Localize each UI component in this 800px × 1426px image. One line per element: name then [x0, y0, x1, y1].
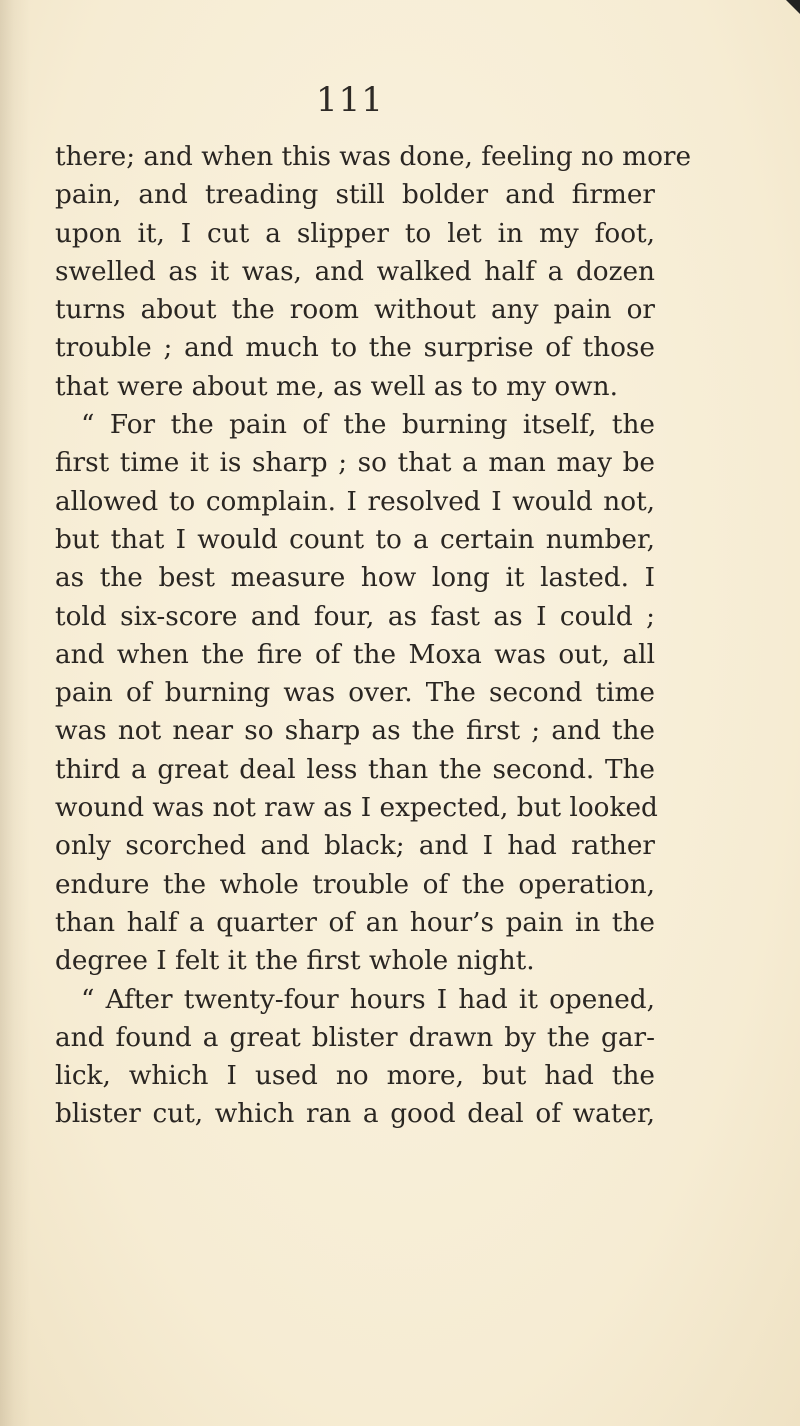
text-line: first time it is sharp ; so that a man may be	[55, 448, 655, 479]
text-line: upon it, I cut a slipper to let in my foot,	[55, 218, 655, 249]
text-line: lick, which I used no more, but had the	[55, 1061, 655, 1092]
text-line: turns about the room without any pain or	[55, 295, 655, 326]
text-line: swelled as it was, and walked half a dozen	[55, 256, 655, 287]
text-line: degree I felt it the first whole night.	[55, 946, 535, 977]
text-line: allowed to complain. I resolved I would not,	[55, 486, 655, 517]
text-line: only scorched and black; and I had rather	[55, 831, 655, 862]
text-line: but that I would count to a certain number,	[55, 524, 655, 555]
text-line: that were about me, as well as to my own.	[55, 371, 618, 402]
text-line: pain, and treading still bolder and firmer	[55, 180, 655, 211]
text-line: and when the fire of the Moxa was out, all	[55, 639, 655, 670]
text-line: “ For the pain of the burning itself, the	[81, 410, 655, 441]
page-corner-mark	[786, 0, 800, 14]
body-text	[55, 138, 692, 1134]
text-line: there; and when this was done, feeling no more	[55, 142, 692, 172]
text-line: trouble ; and much to the surprise of those	[55, 333, 655, 364]
text-line: told six-score and four, as fast as I could ;	[55, 601, 655, 632]
text-line: as the best measure how long it lasted. I	[55, 563, 655, 594]
text-line: was not near so sharp as the first ; and the	[55, 716, 655, 747]
text-line: wound was not raw as I expected, but looked	[55, 793, 658, 824]
text-line: third a great deal less than the second. The	[55, 754, 655, 785]
text-line: blister cut, which ran a good deal of water,	[55, 1099, 655, 1130]
text-line: than half a quarter of an hour’s pain in the	[55, 907, 655, 938]
text-line: “ After twenty-four hours I had it opened,	[81, 984, 655, 1015]
page-number: 111	[316, 80, 384, 120]
text-line: pain of burning was over. The second time	[55, 678, 655, 709]
text-line: and found a great blister drawn by the gar-	[55, 1022, 655, 1053]
text-line: endure the whole trouble of the operation,	[55, 869, 655, 900]
